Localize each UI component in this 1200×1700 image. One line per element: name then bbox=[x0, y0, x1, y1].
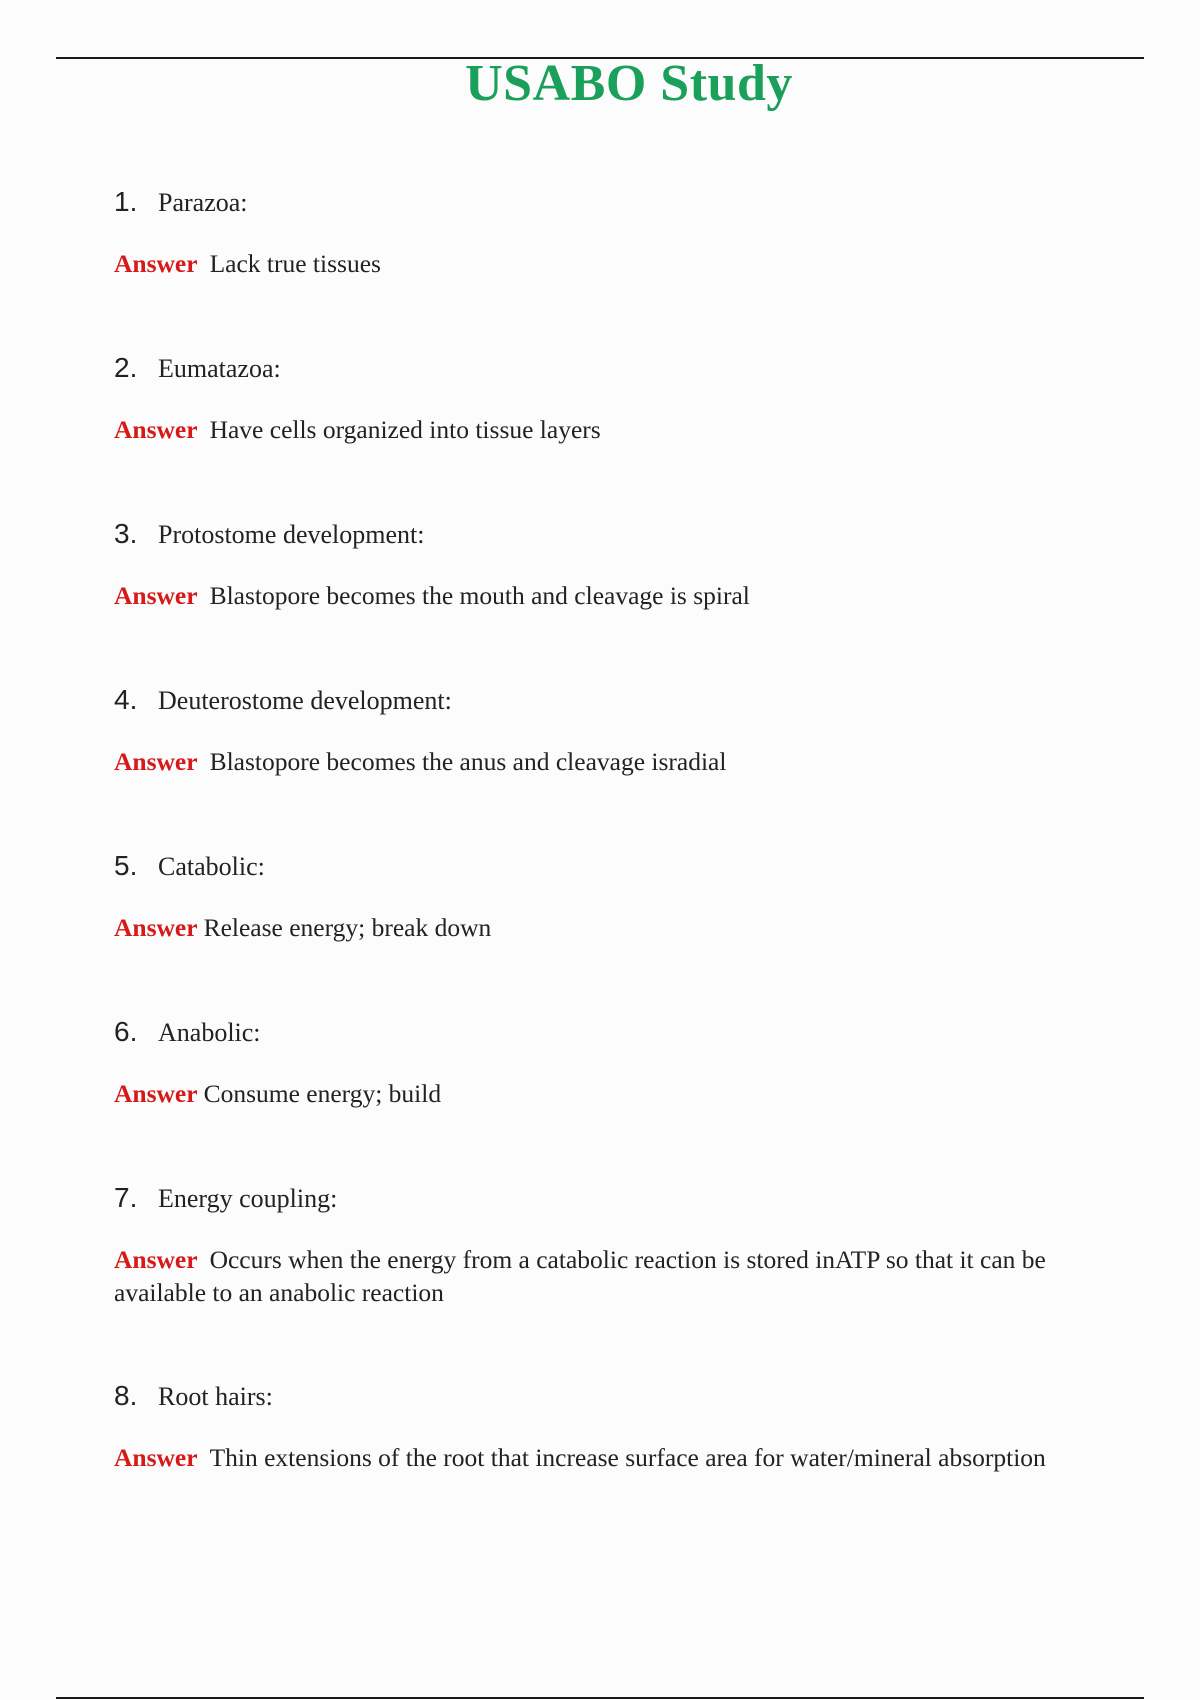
question bbox=[114, 350, 281, 387]
question-number: 6. bbox=[114, 1016, 138, 1047]
qa-item bbox=[114, 184, 1144, 350]
answer-label: Answer bbox=[114, 581, 198, 610]
bottom-rule bbox=[56, 1697, 1144, 1699]
answer-text: Lack true tissues bbox=[209, 249, 381, 278]
answer-label: Answer bbox=[114, 249, 198, 278]
answer-text: Consume energy; build bbox=[203, 1079, 442, 1108]
question-text: Catabolic: bbox=[158, 852, 265, 881]
question bbox=[114, 516, 424, 553]
answer-label: Answer bbox=[114, 913, 198, 942]
answer-label: Answer bbox=[114, 747, 198, 776]
question-number: 1. bbox=[114, 186, 138, 217]
question bbox=[114, 1180, 337, 1217]
answer bbox=[114, 911, 1144, 944]
answer bbox=[114, 1441, 1144, 1474]
question-text: Anabolic: bbox=[158, 1018, 261, 1047]
answer bbox=[114, 1077, 1144, 1110]
answer-text: Thin extensions of the root that increase surface area for water/mineral absorption bbox=[209, 1443, 1046, 1472]
answer bbox=[114, 247, 1144, 280]
qa-list bbox=[114, 184, 1144, 1544]
answer-label: Answer bbox=[114, 1079, 198, 1108]
question-number: 3. bbox=[114, 518, 138, 549]
qa-item bbox=[114, 350, 1144, 516]
answer-label: Answer bbox=[114, 415, 198, 444]
answer-label: Answer bbox=[114, 1443, 198, 1472]
answer-text: Blastopore becomes the anus and cleavage isradial bbox=[209, 747, 727, 776]
answer-text: Occurs when the energy from a catabolic reaction is stored inATP so that it can be available to an anabolic reaction bbox=[114, 1245, 1046, 1307]
question-number: 5. bbox=[114, 850, 138, 881]
question-number: 2. bbox=[114, 352, 138, 383]
qa-item bbox=[114, 1378, 1144, 1544]
qa-item bbox=[114, 516, 1144, 682]
answer-text: Have cells organized into tissue layers bbox=[209, 415, 601, 444]
question-number: 4. bbox=[114, 684, 138, 715]
answer bbox=[114, 745, 1144, 778]
question-text: Deuterostome development: bbox=[158, 686, 452, 715]
question bbox=[114, 682, 452, 719]
question-text: Protostome development: bbox=[158, 520, 425, 549]
question-text: Parazoa: bbox=[158, 188, 248, 217]
answer-text: Release energy; break down bbox=[203, 913, 492, 942]
answer-text: Blastopore becomes the mouth and cleavage is spiral bbox=[209, 581, 750, 610]
answer-label: Answer bbox=[114, 1245, 198, 1274]
question-number: 7. bbox=[114, 1182, 138, 1213]
question bbox=[114, 1378, 273, 1415]
answer bbox=[114, 1243, 1144, 1309]
question-text: Energy coupling: bbox=[158, 1184, 338, 1213]
answer bbox=[114, 413, 1144, 446]
answer bbox=[114, 579, 1144, 612]
question bbox=[114, 848, 265, 885]
qa-item bbox=[114, 682, 1144, 848]
qa-item bbox=[114, 1014, 1144, 1180]
question bbox=[114, 1014, 261, 1051]
qa-item bbox=[114, 1180, 1144, 1378]
page-title: USABO Study bbox=[465, 55, 793, 112]
question bbox=[114, 184, 248, 221]
question-text: Eumatazoa: bbox=[158, 354, 281, 383]
question-number: 8. bbox=[114, 1380, 138, 1411]
question-text: Root hairs: bbox=[158, 1382, 273, 1411]
qa-item bbox=[114, 848, 1144, 1014]
